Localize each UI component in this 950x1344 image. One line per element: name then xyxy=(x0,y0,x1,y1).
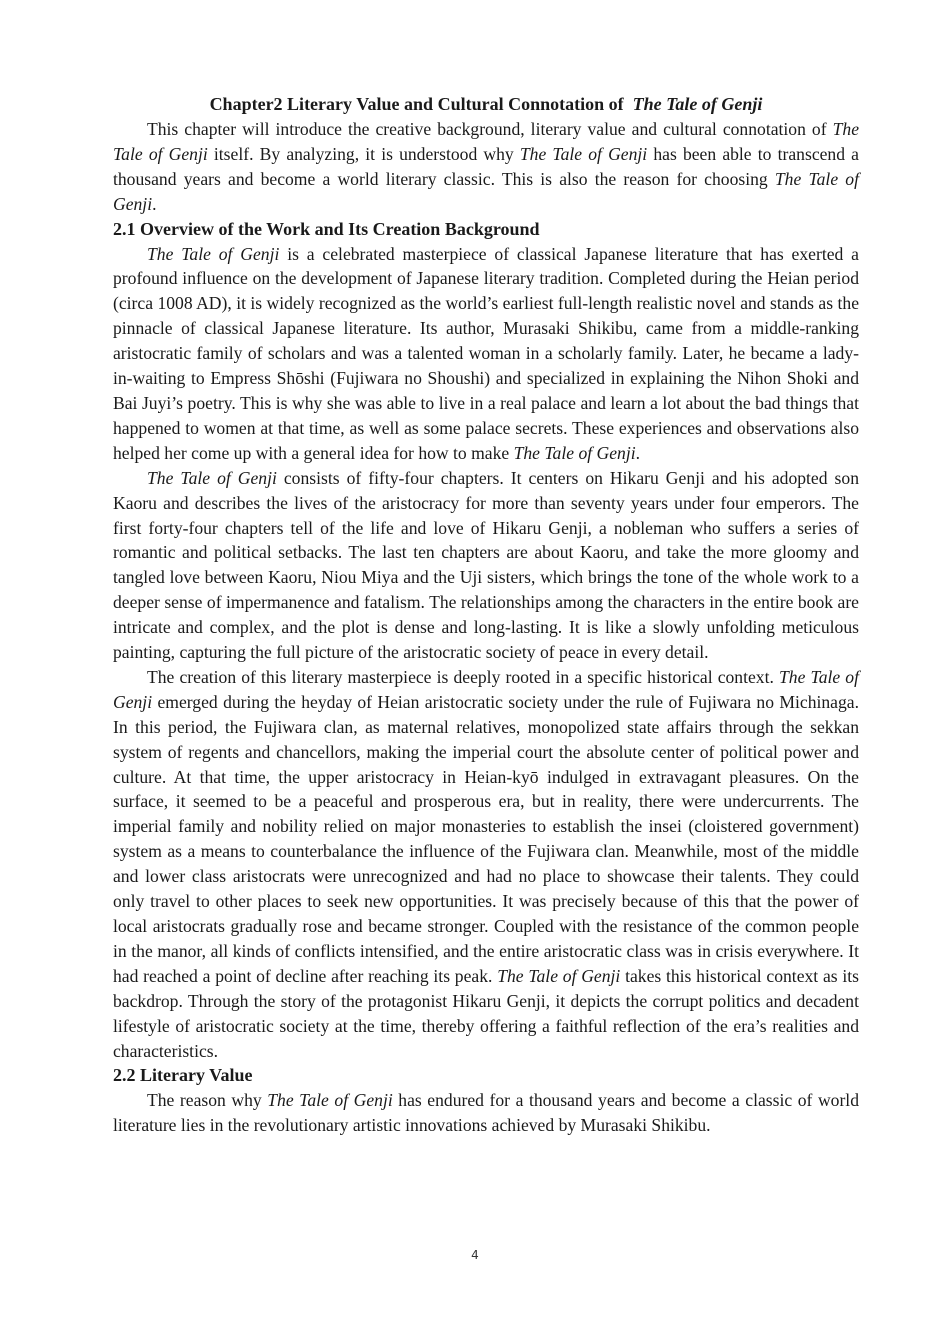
section-2-1-paragraph-3 xyxy=(113,665,859,1064)
document-page xyxy=(113,91,859,1138)
work-title-italic: The Tale of Genji xyxy=(113,119,859,164)
chapter-title-prefix: Chapter2 Literary Value and Cultural Connotation of xyxy=(209,94,624,114)
section-2-2-paragraph-1 xyxy=(113,1088,859,1138)
work-title-italic: The Tale of Genji xyxy=(113,666,859,712)
section-2-1-paragraph-1 xyxy=(113,242,859,466)
work-title-italic: The Tale of Genji xyxy=(147,467,277,488)
intro-paragraph xyxy=(113,117,859,217)
paragraph-text: emerged during the heyday of Heian aristocratic society under the rule of Fujiwara no Michinaga. In this period, the Fujiwara clan, as maternal relatives, monopolized state affairs through the sekkan system of regents and chancellors, making the imperial court the absolute center of political power and culture. At that time, the upper aristocracy in Heian-kyō indulged in extravagant pleasures. On the surface, it seemed to be a peaceful and prosperous era, but in reality, there were undercurrents. The imperial family and nobility relied on major monasteries to establish the insei (cloistered government) system as a means to counterbalance the influence of the Fujiwara clan. Meanwhile, most of the middle and lower class aristocrats were unrecognized and had no place to showcase their talents. They could only travel to other places to seek new opportunities. It was precisely because of this that the power of local aristocrats gradually rose and became stronger. Coupled with the resistance of the common people in the manor, all kinds of conflicts intensified, and the entire aristocratic class was in crisis everywhere. It had reached a point of decline after reaching its peak. xyxy=(113,691,859,986)
paragraph-text: The creation of this literary masterpiece is deeply rooted in a specific historical context. xyxy=(147,666,780,687)
paragraph-text: has endured for a thousand years and become a classic of world literature lies in the revolutionary artistic innovations achieved by Murasaki Shikibu. xyxy=(113,1090,859,1136)
page-number: 4 xyxy=(471,1248,479,1262)
intro-text-4: . xyxy=(152,193,157,214)
paragraph-text: . xyxy=(635,442,641,463)
chapter-title xyxy=(113,91,859,117)
work-title-italic: The Tale of Genji xyxy=(519,143,648,164)
paragraph-text: is a celebrated masterpiece of classical Japanese literature that has exerted a profound influence on the development of Japanese literary tradition. Completed during the Heian period (circa 1008 AD), it is widely recognized as the world’s earliest full-length realistic novel and stands as the pinnacle of classical Japanese literature. Its author, Murasaki Shikibu, came from a middle-ranking aristocratic family of scholars and was a talented woman in a scholarly family. Later, he became a lady-in-waiting to Empress Shōshi (Fujiwara no Shoushi) and specialized in explaining the Nihon Shoki and Bai Juyi’s poetry. This is why she was able to live in a real palace and learn a lot about the bad things that happened to women at that time, as well as some palace secrets. These experiences and observations also helped her come up with a general idea for how to make xyxy=(113,243,859,463)
section-heading-2-1: 2.1 Overview of the Work and Its Creation Background xyxy=(113,218,540,239)
work-title-italic: The Tale of Genji xyxy=(147,243,280,264)
work-title-italic: The Tale of Genji xyxy=(113,168,859,214)
paragraph-text: consists of fifty-four chapters. It centers on Hikaru Genji and his adopted son Kaoru and describes the lives of the aristocracy for more than seventy years under four emperors. The first forty-four chapters tell of the life and love of Hikaru Genji, a nobleman who suffers a series of romantic and political setbacks. The last ten chapters are about Kaoru, and take the more gloomy and tangled love between Kaoru, Niou Miya and the Uji sisters, which brings the tone of the whole work to a deeper sense of impermanence and fatalism. The relationships among the characters in the entire book are intricate and complex, and the plot is dense and long-lasting. It is like a slowly unfolding meticulous painting, capturing the full picture of the aristocratic society of peace in every detail. xyxy=(113,467,859,663)
work-title-italic: The Tale of Genji xyxy=(497,965,621,986)
section-2-1-paragraph-2 xyxy=(113,466,859,665)
paragraph-text: The reason why xyxy=(147,1090,268,1111)
work-title-italic: The Tale of Genji xyxy=(513,442,636,463)
intro-text-1: This chapter will introduce the creative background, literary value and cultural connotation of xyxy=(147,119,833,139)
intro-text-3: has been able to transcend a thousand years and become a world literary classic. This is also the reason for choosing xyxy=(113,143,859,189)
chapter-title-work: The Tale of Genji xyxy=(632,94,763,114)
intro-text-2: itself. By analyzing, it is understood why xyxy=(207,143,520,164)
section-heading-2-2: 2.2 Literary Value xyxy=(113,1065,253,1086)
work-title-italic: The Tale of Genji xyxy=(267,1090,393,1111)
paragraph-text: takes this historical context as its backdrop. Through the story of the protagonist Hikaru Genji, it depicts the corrupt politics and decadent lifestyle of aristocratic society at the time, thereby offering a faithful reflection of the era’s realities and characteristics. xyxy=(113,965,859,1061)
